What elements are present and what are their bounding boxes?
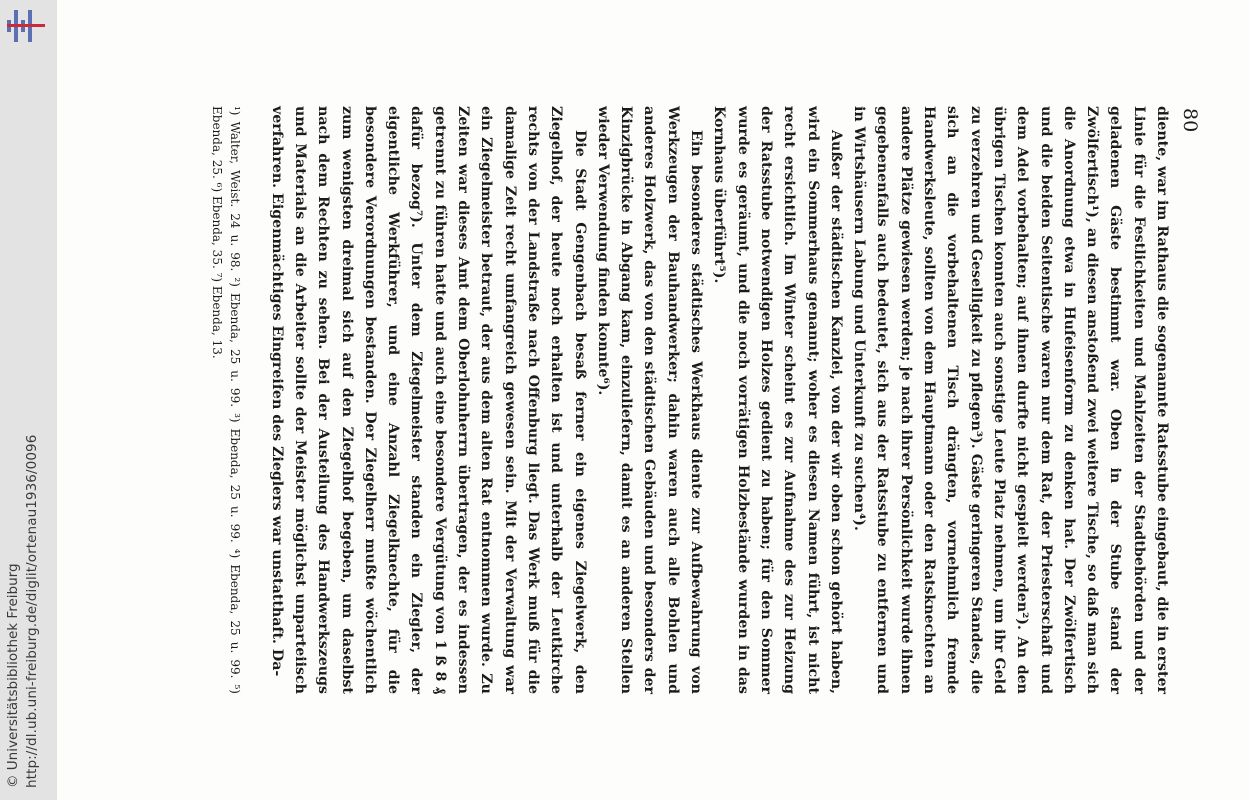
- paragraph-1: diente, war im Rathaus die sogenannte Ratsstube eingebaut, die in erster Linie für die Festlichkeiten und Mahlzeiten der Stadtbehörden und der geladenen Gäste bestimmt war. Oben in der Stube stand der Zwölfertisch¹), an diesen anstoßend zwei weitere Tische, so daß man sich die Anordnung etwa in Hufeisenform zu denken hat. Der Zwölfertisch und die beiden Seitentische waren nur dem Rat, der Priesterschaft und dem Adel vorbehalten; auf ihnen durfte nicht gespielt werden²). An den übrigen Tischen konnten auch sonstige Leute Platz nehmen, um ihr Geld zu verzehren und Geselligkeit zu pflegen³). Gäste geringeren Standes, die sich an die vorbehaltenen Tisch drängten, vornehmlich fremde Handwerksleute, sollten von dem Hauptmann oder den Ratsknechten an andere Plätze gewiesen werden; je nach ihrer Persönlichkeit wurde ihnen gegebenenfalls auch bedeutet, sich aus der Ratsstube zu entfernen und in Wirtshäusern Labung und Unterkunft zu suchen⁴).: [851, 106, 1170, 694]
- copyright-notice: © Universitätsbibliothek Freiburg: [5, 563, 21, 788]
- scanned-page-area: [57, 0, 1249, 800]
- paragraph-4: Die Stadt Gengenbach besaß ferner ein eigenes Ziegelwerk, den Ziegelhof, der heute noch erhalten ist und unterhalb der Leutkirche rechts von der Landstraße nach Offenburg liegt. Das Werk muß für die damalige Zeit recht umfangreich gewesen sein. Mit der Verwaltung war ein Ziegelmeister betraut, der aus dem alten Rat entnommen wurde. Zu Zeiten war dieses Amt dem Oberlohnherrn übertragen, der es indessen getrennt zu führen hatte und auch eine besondere Vergütung von 1 ß 8 ₰ dafür bezog⁷). Unter dem Ziegelmeister standen ein Ziegler, der eigentliche Werkführer, und eine Anzahl Ziegelknechte, für die besondere Verordnungen bestanden. Der Ziegelherr mußte wöchentlich zum wenigsten dreimal sich auf den Ziegelhof begeben, um daselbst nach dem Rechten zu sehen. Bei der Austeilung des Handwerkszeugs und Materials an die Arbeiter sollte der Meister möglichst unparteiisch verfahren. Eigenmächtiges Eingreifen des Zieglers war unstatthaft. Da-: [268, 106, 588, 694]
- scanned-page: [57, 0, 1249, 800]
- source-url[interactable]: http://dl.ub.uni-freiburg.de/diglit/ortenau1936/0096: [24, 434, 40, 788]
- sidebar-vertical-text: [0, 0, 57, 800]
- footnotes: ¹) Walter, Weist. 24 u. 98. ²) Ebenda, 25 u. 99. ³) Ebenda, 25 u. 99. ⁴) Ebenda, 25 u. 99. ⁵) Ebenda, 25. ⁶) Ebenda, 35. ⁷) Ebenda, 13.: [210, 106, 242, 694]
- paragraph-2: Außer der städtischen Kanzlei, von der wir oben schon gehört haben, wird ein Sommerhaus genannt; woher es diesen Namen führt, ist nicht recht ersichtlich. Im Winter scheint es zur Aufnahme des zur Heizung der Ratsstube notwendigen Holzes gedient zu haben; für den Sommer wurde es geräumt, und die noch vorrätigen Holzbestände wurden in das Kornhaus überführt⁵).: [711, 106, 844, 694]
- paragraph-3: Ein besonderes städtisches Werkhaus diente zur Aufbewahrung von Werkzeugen der Bauhandwerker; dahin waren auch alle Bohlen und anderes Holzwerk, das von den städtischen Gebäuden und besonders der Kinzigbrücke in Abgang kam, einzuliefern, damit es an anderen Stellen wieder Verwendung finden konnte⁶).: [594, 106, 705, 694]
- page-number: 80: [1179, 108, 1201, 133]
- sidebar: [0, 0, 57, 800]
- body-text: [264, 106, 1173, 694]
